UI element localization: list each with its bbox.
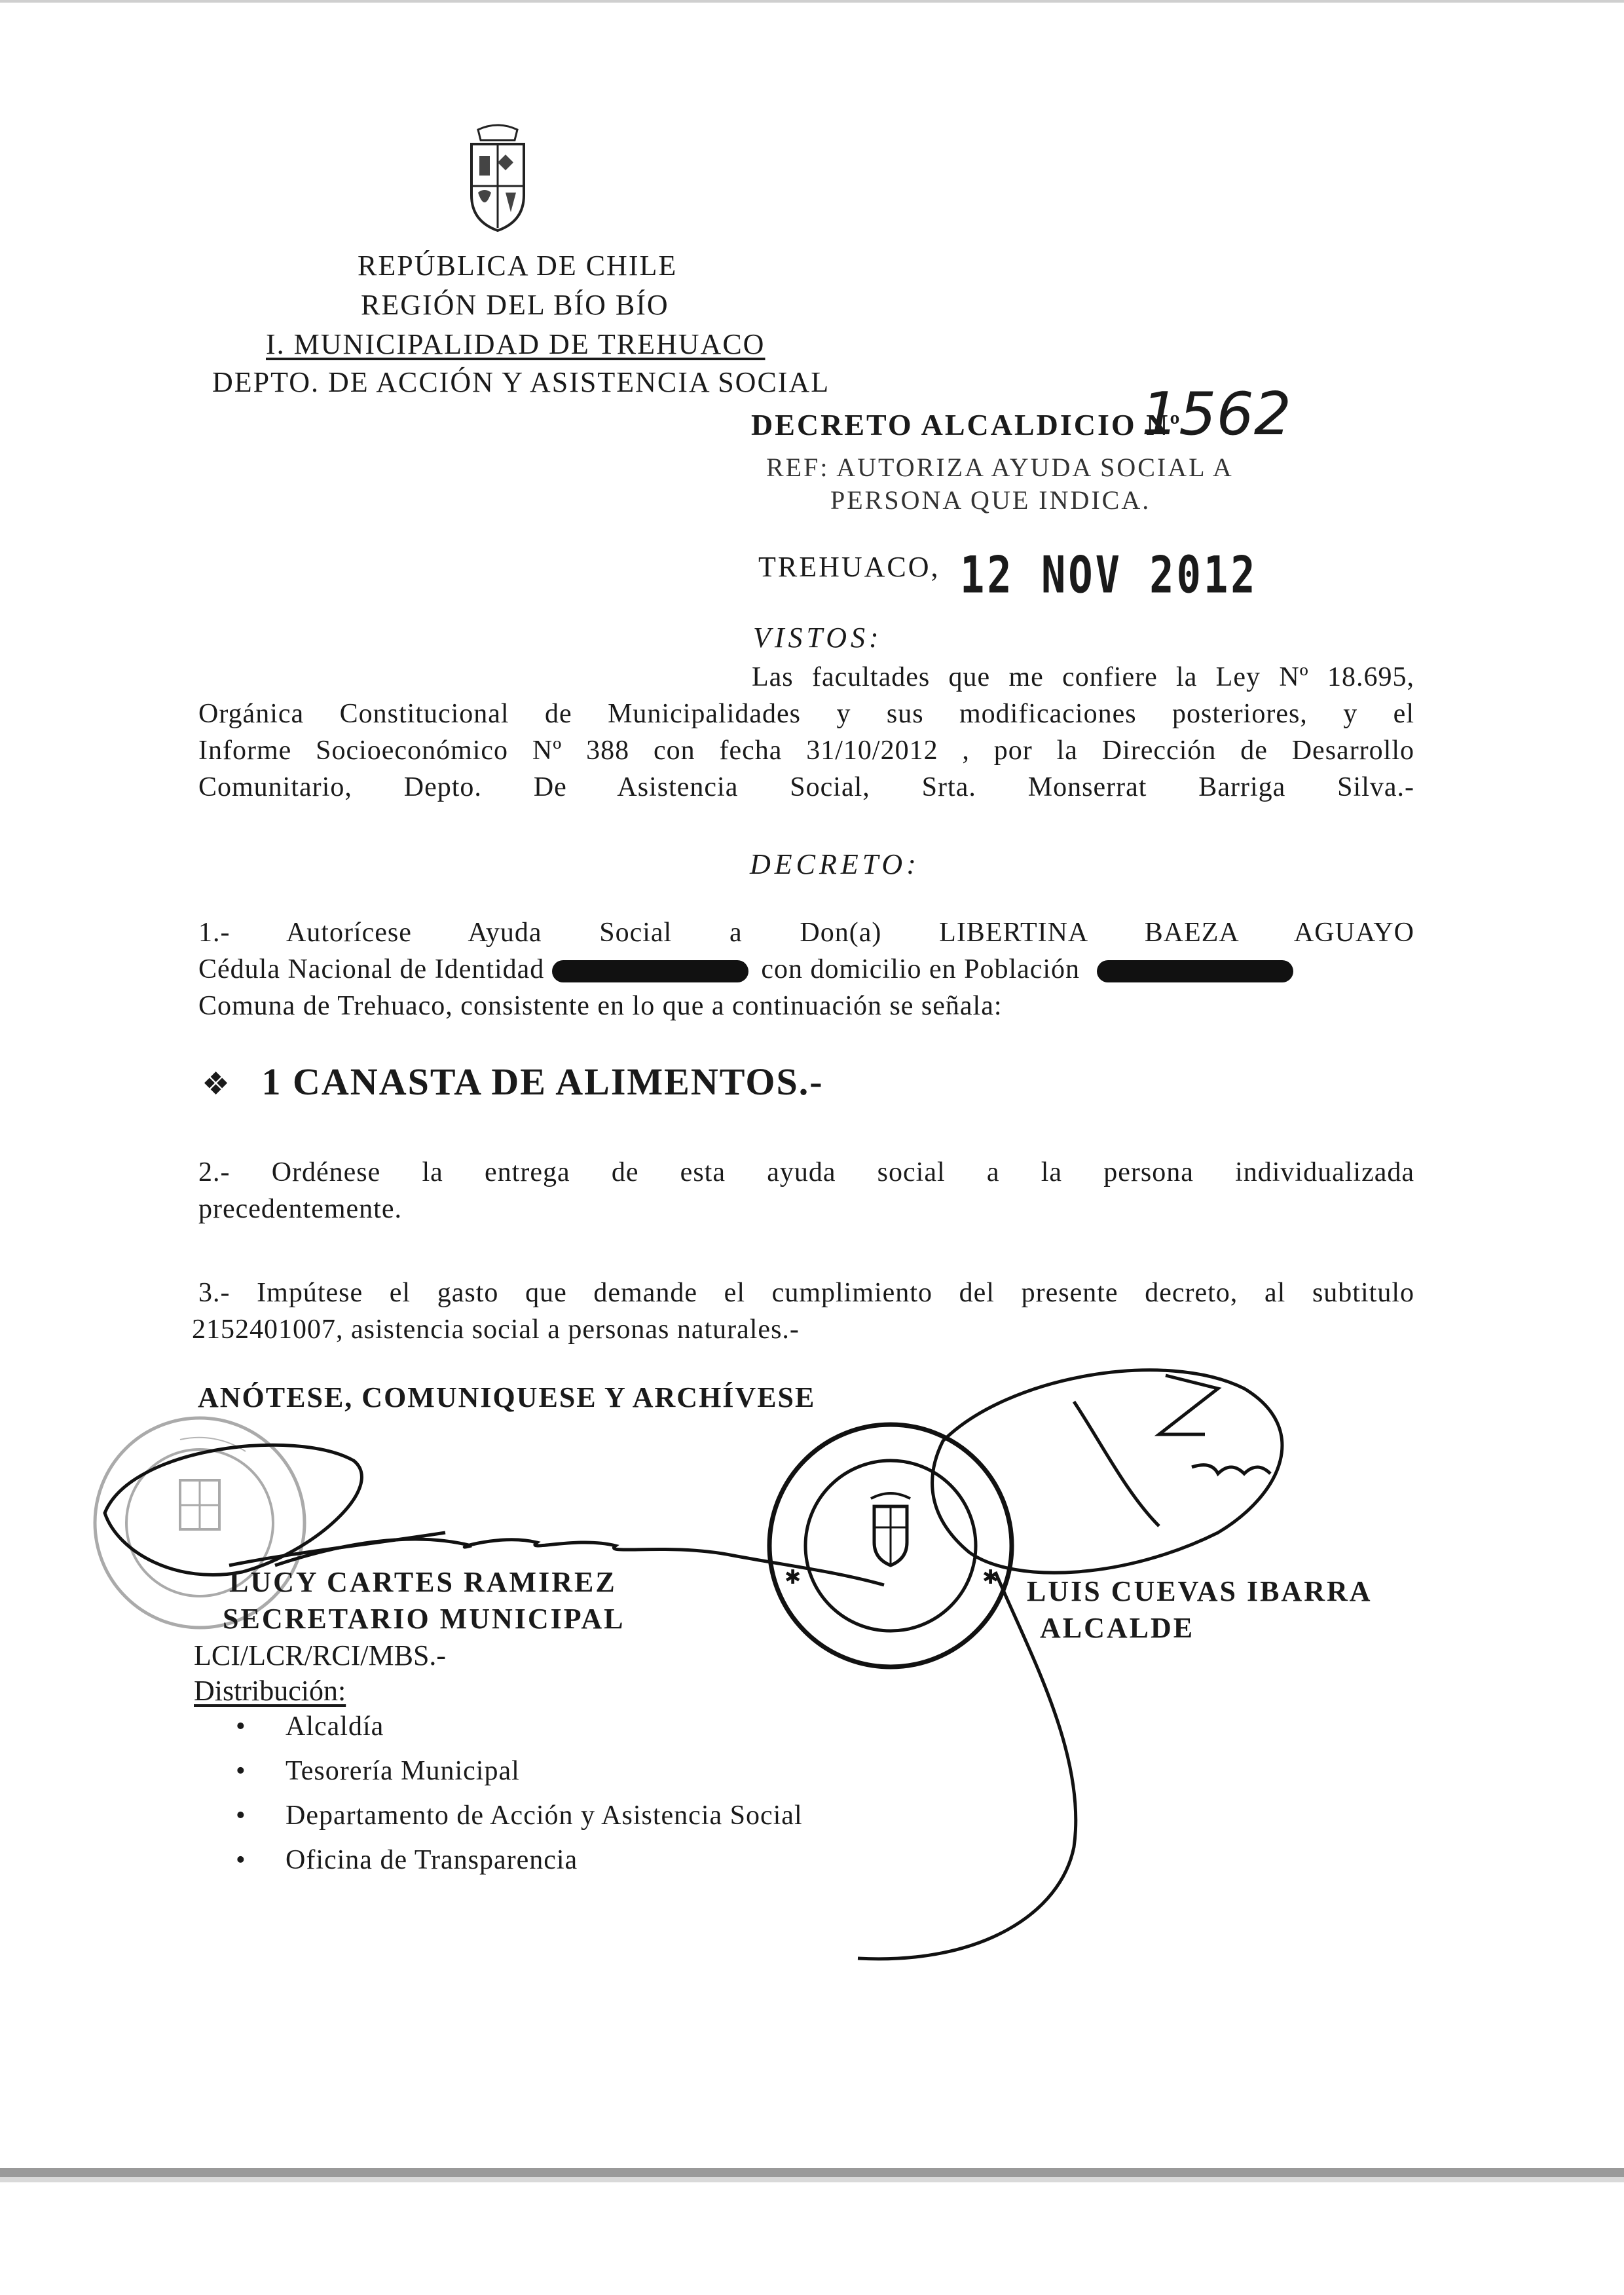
vistos-line-3: Informe Socioeconómico Nº 388 con fecha 31/10/2012 , por la Dirección de Desarrollo bbox=[198, 736, 1414, 766]
scan-edge-bottom bbox=[0, 2168, 1624, 2177]
decreto-item3-line1: 3.- Impútese el gasto que demande el cumplimiento del presente decreto, al subtitulo bbox=[198, 1278, 1414, 1308]
redacted-address bbox=[1097, 960, 1293, 982]
decree-title: DECRETO ALCALDICIO Nº bbox=[751, 408, 1182, 441]
secretary-title: SECRETARIO MUNICIPAL bbox=[223, 1603, 625, 1635]
distribution-item: • Alcaldía bbox=[196, 1711, 803, 1755]
coat-of-arms-icon bbox=[458, 123, 537, 234]
scan-edge-bottom-shadow bbox=[0, 2177, 1624, 2182]
diamond-bullet-icon: ❖ bbox=[202, 1066, 232, 1102]
distribution-list bbox=[196, 1711, 803, 1889]
vistos-line-1: Las facultades que me confiere la Ley Nº 18.695, bbox=[752, 662, 1414, 692]
header-municipality: I. MUNICIPALIDAD DE TREHUACO bbox=[266, 328, 766, 360]
header-region: REGIÓN DEL BÍO BÍO bbox=[361, 289, 669, 321]
distribution-label: Distribución: bbox=[194, 1675, 346, 1707]
vistos-heading: VISTOS: bbox=[753, 622, 883, 654]
closing-formula: ANÓTESE, COMUNIQUESE Y ARCHÍVESE bbox=[198, 1381, 816, 1413]
mayor-name: LUIS CUEVAS IBARRA bbox=[1027, 1575, 1373, 1607]
decree-ref-line2: PERSONA QUE INDICA. bbox=[830, 485, 1151, 515]
decreto-item1-line3: Comuna de Trehuaco, consistente en lo que a continuación se señala: bbox=[198, 991, 1003, 1021]
distribution-item: • Tesorería Municipal bbox=[196, 1755, 803, 1800]
decreto-item1-line2 bbox=[198, 951, 1414, 988]
highlight-item-text: 1 CANASTA DE ALIMENTOS.- bbox=[261, 1060, 824, 1103]
decree-place: TREHUACO, bbox=[758, 551, 940, 583]
vistos-line-4: Comunitario, Depto. De Asistencia Social, Srta. Monserrat Barriga Silva.- bbox=[198, 772, 1414, 802]
vistos-line-2: Orgánica Constitucional de Municipalidades y sus modificaciones posteriores, y el bbox=[198, 699, 1414, 729]
decreto-item2-line2: precedentemente. bbox=[198, 1194, 402, 1224]
header-department: DEPTO. DE ACCIÓN Y ASISTENCIA SOCIAL bbox=[212, 366, 830, 398]
svg-text:✱: ✱ bbox=[784, 1566, 802, 1589]
redacted-id bbox=[552, 960, 748, 982]
scan-edge-top bbox=[0, 0, 1624, 3]
secretary-name: LUCY CARTES RAMIREZ bbox=[229, 1566, 617, 1598]
header-republic: REPÚBLICA DE CHILE bbox=[358, 250, 678, 282]
svg-text:✱: ✱ bbox=[982, 1566, 999, 1589]
address-label: con domicilio en Población bbox=[761, 954, 1080, 984]
decreto-heading: DECRETO: bbox=[750, 848, 920, 880]
mayor-title: ALCALDE bbox=[1040, 1612, 1195, 1644]
highlight-item bbox=[202, 1060, 824, 1104]
decree-number-handwritten: 1562 bbox=[1141, 380, 1292, 449]
initials: LCI/LCR/RCI/MBS.- bbox=[194, 1639, 447, 1671]
distribution-item: • Oficina de Transparencia bbox=[196, 1844, 803, 1889]
decreto-item1-line1: 1.- Autorícese Ayuda Social a Don(a) LIBERTINA BAEZA AGUAYO bbox=[198, 918, 1414, 948]
distribution-item: • Departamento de Acción y Asistencia Social bbox=[196, 1800, 803, 1844]
date-stamp: 12 NOV 2012 bbox=[960, 545, 1258, 605]
decreto-item2-line1: 2.- Ordénese la entrega de esta ayuda social a la persona individualizada bbox=[198, 1157, 1414, 1187]
decreto-item3-line2: 2152401007, asistencia social a personas naturales.- bbox=[192, 1315, 800, 1345]
id-label: Cédula Nacional de Identidad bbox=[198, 954, 545, 984]
decree-ref-line1: REF: AUTORIZA AYUDA SOCIAL A bbox=[766, 453, 1234, 482]
